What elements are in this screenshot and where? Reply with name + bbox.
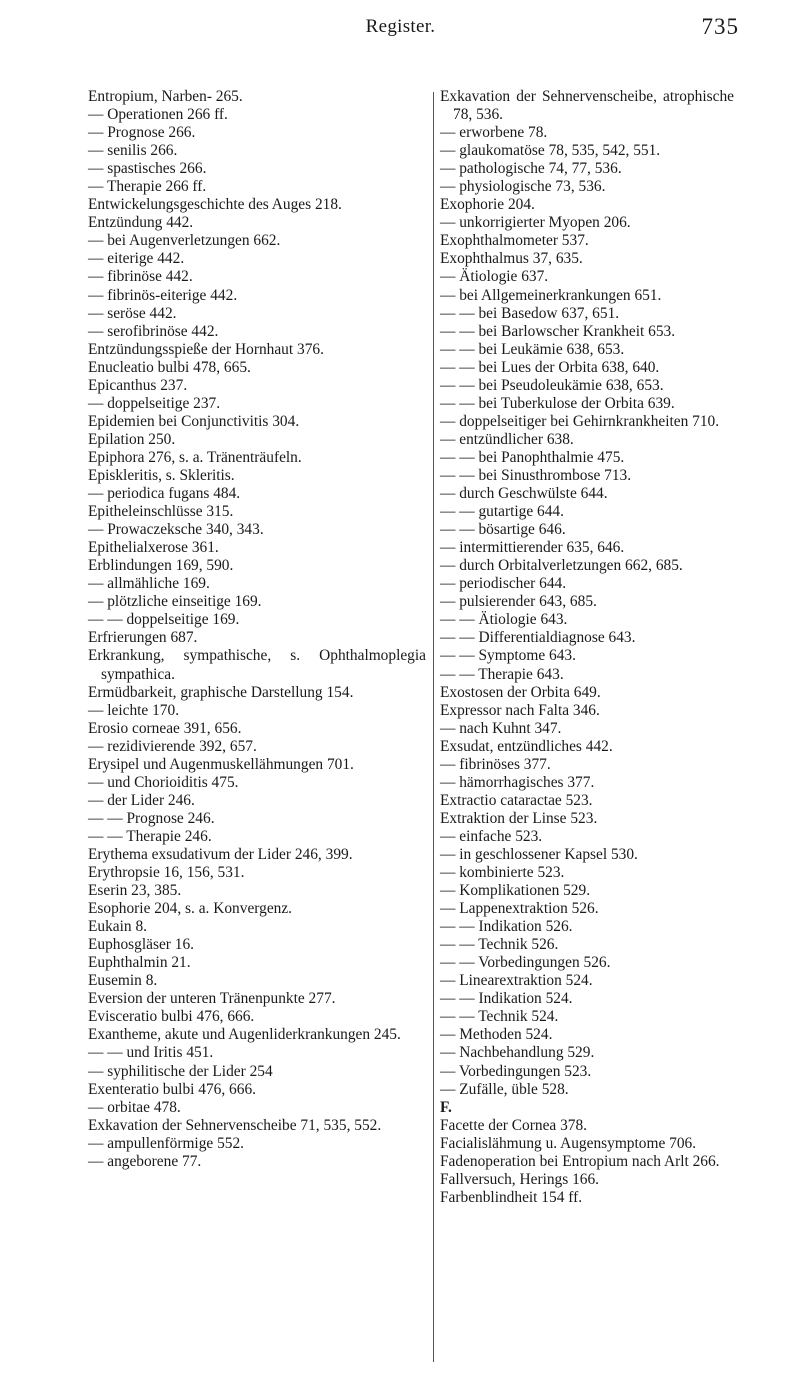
index-entry: — fibrinöse 442.: [88, 268, 193, 286]
index-entry: Entzündungsspieße der Hornhaut 376.: [88, 340, 324, 358]
index-entry: — pulsierender 643, 685.: [440, 593, 597, 611]
index-entry: — — Therapie 643.: [440, 665, 564, 683]
index-entry: — Lappenextraktion 526.: [440, 900, 599, 918]
index-entry: — nach Kuhnt 347.: [440, 719, 562, 737]
index-entry: — — Technik 526.: [440, 936, 559, 954]
index-entry: — und Chorioiditis 475.: [88, 773, 239, 791]
index-entry: Euphthalmin 21.: [88, 954, 191, 972]
index-entry: Exsudat, entzündliches 442.: [440, 737, 613, 755]
index-entry: — rezidivierende 392, 657.: [88, 737, 257, 755]
index-entry: — Vorbedingungen 523.: [440, 1062, 592, 1080]
index-entry: Erkrankung, sympathische, s. Ophthalmoplegia sympathica.: [88, 647, 426, 683]
index-entry: — orbitae 478.: [88, 1098, 181, 1116]
index-entry: — periodica fugans 484.: [88, 485, 241, 503]
index-entry: — physiologische 73, 536.: [440, 178, 606, 196]
index-entry: — fibrinös-eiterige 442.: [88, 286, 238, 304]
index-entry: Enucleatio bulbi 478, 665.: [88, 358, 251, 376]
index-entry: Eserin 23, 385.: [88, 882, 182, 900]
index-entry: Farbenblindheit 154 ff.: [440, 1188, 583, 1206]
index-entry: Epitheleinschlüsse 315.: [88, 503, 234, 521]
page-header: [0, 16, 801, 46]
index-entry: — — bei Barlowscher Krankheit 653.: [440, 322, 676, 340]
index-entry: — serofibrinöse 442.: [88, 322, 219, 340]
index-entry: Epithelialxerose 361.: [88, 539, 219, 557]
index-entry: Exophthalmometer 537.: [440, 232, 589, 250]
index-entry: — — Indikation 526.: [440, 918, 573, 936]
index-entry: Exenteratio bulbi 476, 666.: [88, 1080, 256, 1098]
index-entry: — — Differentialdiagnose 643.: [440, 629, 636, 647]
index-entry: Exkavation der Sehnervenscheibe 71, 535, 552.: [88, 1116, 382, 1134]
section-letter-heading: F.: [440, 1098, 452, 1116]
index-entry: — — Vorbedingungen 526.: [440, 954, 611, 972]
index-entry: — bei Allgemeinerkrankungen 651.: [440, 286, 662, 304]
index-entry: — kombinierte 523.: [440, 864, 565, 882]
index-entry: — doppelseitige 237.: [88, 394, 221, 412]
index-entry: — entzündlicher 638.: [440, 430, 574, 448]
index-entry: — — bei Sinusthrombose 713.: [440, 466, 632, 484]
index-entry: Episkleritis, s. Skleritis.: [88, 466, 235, 484]
column-divider: [433, 92, 434, 1362]
index-entry: Eusemin 8.: [88, 972, 158, 990]
index-entry: Erythema exsudativum der Lider 246, 399.: [88, 845, 353, 863]
index-entry: — ampullenförmige 552.: [88, 1134, 245, 1152]
index-entry: — senilis 266.: [88, 142, 178, 160]
index-entry: — Nachbehandlung 529.: [440, 1044, 595, 1062]
index-entry: — hämorrhagisches 377.: [440, 773, 595, 791]
index-entry: — angeborene 77.: [88, 1152, 202, 1170]
index-entry: Eukain 8.: [88, 918, 147, 936]
index-entry: Epilation 250.: [88, 430, 176, 448]
index-entry: — — bei Lues der Orbita 638, 640.: [440, 358, 660, 376]
index-entry: — der Lider 246.: [88, 791, 195, 809]
index-entry: Fallversuch, Herings 166.: [440, 1170, 600, 1188]
index-entry: — Therapie 266 ff.: [88, 178, 207, 196]
index-entry: — Linearextraktion 524.: [440, 972, 593, 990]
index-column-left: [88, 88, 426, 1171]
index-entry: Epidemien bei Conjunctivitis 304.: [88, 412, 300, 430]
index-entry: — Komplikationen 529.: [440, 882, 591, 900]
index-entry: — einfache 523.: [440, 827, 543, 845]
index-entry: — unkorrigierter Myopen 206.: [440, 214, 631, 232]
index-entry: Erblindungen 169, 590.: [88, 557, 234, 575]
index-entry: — syphilitische der Lider 254: [88, 1062, 273, 1080]
index-entry: — pathologische 74, 77, 536.: [440, 160, 622, 178]
index-entry: Euphosgläser 16.: [88, 936, 195, 954]
index-entry: — Operationen 266 ff.: [88, 106, 228, 124]
index-entry: Extraktion der Linse 523.: [440, 809, 598, 827]
index-entry: — erworbene 78.: [440, 124, 548, 142]
index-entry: Extractio cataractae 523.: [440, 791, 593, 809]
index-entry: — — Indikation 524.: [440, 990, 573, 1008]
index-entry: Erfrierungen 687.: [88, 629, 198, 647]
index-entry: Evisceratio bulbi 476, 666.: [88, 1008, 255, 1026]
index-entry: Exophthalmus 37, 635.: [440, 250, 583, 268]
index-entry: — durch Orbitalverletzungen 662, 685.: [440, 557, 683, 575]
index-entry: — seröse 442.: [88, 304, 177, 322]
index-entry: Facialislähmung u. Augensymptome 706.: [440, 1134, 697, 1152]
index-column-right: [440, 88, 734, 1207]
index-entry: Eversion der unteren Tränenpunkte 277.: [88, 990, 336, 1008]
index-entry: — doppelseitiger bei Gehirnkrankheiten 710.: [440, 412, 720, 430]
index-entry: Entropium, Narben- 265.: [88, 88, 243, 105]
index-entry: — — bei Tuberkulose der Orbita 639.: [440, 394, 675, 412]
index-entry: — — doppelseitige 169.: [88, 611, 240, 629]
index-entry: — in geschlossener Kapsel 530.: [440, 845, 638, 863]
index-entry: — — bösartige 646.: [440, 521, 566, 539]
index-entry: Exantheme, akute und Augenliderkrankungen 245.: [88, 1026, 401, 1044]
index-entry: — Prognose 266.: [88, 124, 196, 142]
index-entry: — glaukomatöse 78, 535, 542, 551.: [440, 142, 661, 160]
index-entry: — fibrinöses 377.: [440, 755, 551, 773]
index-entry: Entzündung 442.: [88, 214, 194, 232]
index-entry: Erysipel und Augenmuskellähmungen 701.: [88, 755, 354, 773]
index-entry: Entwickelungsgeschichte des Auges 218.: [88, 196, 342, 214]
index-entry: Exophorie 204.: [440, 196, 535, 214]
running-title: Register.: [365, 16, 436, 37]
index-entry: Exkavation der Sehnervenscheibe, atrophische 78, 536.: [440, 88, 734, 124]
index-entry: — durch Geschwülste 644.: [440, 485, 608, 503]
index-entry: — — Ätiologie 643.: [440, 611, 568, 629]
index-entry: — Ätiologie 637.: [440, 268, 549, 286]
index-entry: — — bei Basedow 637, 651.: [440, 304, 620, 322]
index-entry: — — bei Panophthalmie 475.: [440, 448, 625, 466]
index-entry: Expressor nach Falta 346.: [440, 701, 600, 719]
index-entry: — — bei Leukämie 638, 653.: [440, 340, 625, 358]
index-entry: — spastisches 266.: [88, 160, 207, 178]
index-entry: — allmähliche 169.: [88, 575, 210, 593]
index-entry: Ermüdbarkeit, graphische Darstellung 154.: [88, 683, 354, 701]
index-entry: Erythropsie 16, 156, 531.: [88, 864, 245, 882]
index-entry: — — bei Pseudoleukämie 638, 653.: [440, 376, 664, 394]
index-entry: Epiphora 276, s. a. Tränenträufeln.: [88, 448, 302, 466]
index-entry: — periodischer 644.: [440, 575, 567, 593]
index-entry: — — gutartige 644.: [440, 503, 564, 521]
index-entry: — Methoden 524.: [440, 1026, 553, 1044]
index-entry: — — Therapie 246.: [88, 827, 212, 845]
index-entry: Facette der Cornea 378.: [440, 1116, 588, 1134]
index-entry: — plötzliche einseitige 169.: [88, 593, 262, 611]
index-entry: — — Prognose 246.: [88, 809, 215, 827]
index-entry: — Prowaczeksche 340, 343.: [88, 521, 264, 539]
index-entry: — — Symptome 643.: [440, 647, 576, 665]
index-entry: — — und Iritis 451.: [88, 1044, 214, 1062]
index-entry: — bei Augenverletzungen 662.: [88, 232, 281, 250]
index-entry: Fadenoperation bei Entropium nach Arlt 266.: [440, 1152, 720, 1170]
index-entry: Erosio corneae 391, 656.: [88, 719, 242, 737]
index-entry: Esophorie 204, s. a. Konvergenz.: [88, 900, 293, 918]
index-entry: Exostosen der Orbita 649.: [440, 683, 601, 701]
index-entry: — eiterige 442.: [88, 250, 185, 268]
page-number: 735: [701, 14, 739, 39]
index-entry: — leichte 170.: [88, 701, 180, 719]
index-entry: Epicanthus 237.: [88, 376, 188, 394]
index-entry: — intermittierender 635, 646.: [440, 539, 625, 557]
index-entry: — — Technik 524.: [440, 1008, 559, 1026]
index-entry: — Zufälle, üble 528.: [440, 1080, 569, 1098]
